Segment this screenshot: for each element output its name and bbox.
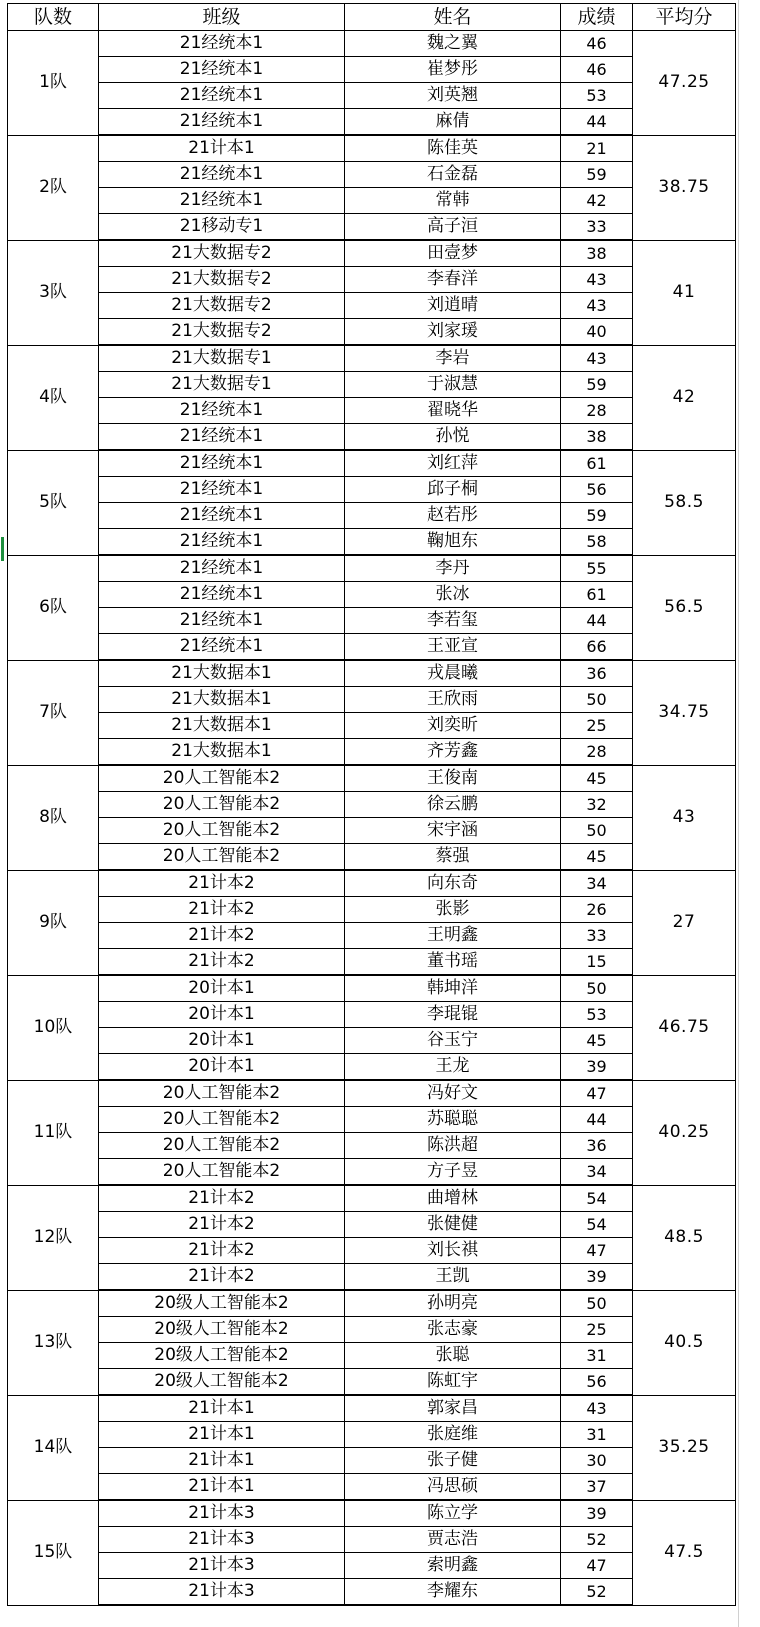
table-body (8, 31, 736, 1606)
header-score[interactable]: 成绩 (561, 4, 633, 31)
class-cell[interactable]: 21经统本1 (99, 450, 345, 477)
score-cell[interactable]: 45 (561, 844, 633, 871)
score-cell[interactable]: 52 (561, 1527, 633, 1553)
score-cell[interactable]: 30 (561, 1448, 633, 1474)
score-cell[interactable]: 55 (561, 555, 633, 582)
name-cell[interactable]: 戎晨曦 (345, 660, 561, 687)
class-cell[interactable]: 20级人工智能本2 (99, 1290, 345, 1317)
table-row (8, 1264, 736, 1291)
class-cell[interactable]: 21计本2 (99, 1264, 345, 1291)
table-row (8, 1054, 736, 1081)
class-cell[interactable]: 21经统本1 (99, 503, 345, 529)
class-cell[interactable]: 21经统本1 (99, 162, 345, 188)
sheet-gridline (738, 0, 739, 1627)
table-row (8, 503, 736, 529)
name-cell[interactable]: 方子昱 (345, 1159, 561, 1186)
name-cell[interactable]: 崔梦彤 (345, 57, 561, 83)
class-cell[interactable]: 20人工智能本2 (99, 792, 345, 818)
table-row (8, 555, 736, 582)
class-cell[interactable]: 21移动专1 (99, 214, 345, 241)
header-class[interactable]: 班级 (99, 4, 345, 31)
score-cell[interactable]: 59 (561, 372, 633, 398)
average-cell[interactable]: 58.5 (633, 450, 736, 555)
header-team[interactable]: 队数 (8, 4, 99, 31)
class-cell[interactable]: 21计本2 (99, 1185, 345, 1212)
name-cell[interactable]: 常韩 (345, 188, 561, 214)
score-cell[interactable]: 28 (561, 739, 633, 766)
team-cell[interactable]: 5队 (8, 450, 99, 555)
average-cell[interactable]: 42 (633, 345, 736, 450)
class-cell[interactable]: 21经统本1 (99, 477, 345, 503)
class-cell[interactable]: 20计本1 (99, 1054, 345, 1081)
class-cell[interactable]: 21计本1 (99, 135, 345, 162)
score-cell[interactable]: 37 (561, 1474, 633, 1501)
name-cell[interactable]: 田壹梦 (345, 240, 561, 267)
name-cell[interactable]: 陈佳英 (345, 135, 561, 162)
class-cell[interactable]: 21经统本1 (99, 608, 345, 634)
score-cell[interactable]: 39 (561, 1264, 633, 1291)
score-cell[interactable]: 53 (561, 1002, 633, 1028)
table-row (8, 1579, 736, 1606)
class-cell[interactable]: 21经统本1 (99, 31, 345, 57)
score-cell[interactable]: 28 (561, 398, 633, 424)
score-cell[interactable]: 43 (561, 1395, 633, 1422)
score-cell[interactable]: 58 (561, 529, 633, 556)
class-cell[interactable]: 21计本1 (99, 1422, 345, 1448)
name-cell[interactable]: 郭家昌 (345, 1395, 561, 1422)
class-cell[interactable]: 21大数据本1 (99, 687, 345, 713)
table-row (8, 345, 736, 372)
table-row (8, 83, 736, 109)
score-cell[interactable]: 43 (561, 267, 633, 293)
score-cell[interactable]: 47 (561, 1080, 633, 1107)
team-cell[interactable]: 4队 (8, 345, 99, 450)
name-cell[interactable]: 刘奕昕 (345, 713, 561, 739)
table-row (8, 870, 736, 897)
class-cell[interactable]: 21大数据专2 (99, 267, 345, 293)
class-cell[interactable]: 21大数据本1 (99, 739, 345, 766)
table-row (8, 1133, 736, 1159)
team-cell[interactable]: 6队 (8, 555, 99, 660)
name-cell[interactable]: 高子洹 (345, 214, 561, 241)
class-cell[interactable]: 21经统本1 (99, 398, 345, 424)
table-row (8, 319, 736, 346)
table-row (8, 608, 736, 634)
class-cell[interactable]: 20计本1 (99, 1028, 345, 1054)
class-cell[interactable]: 21计本3 (99, 1553, 345, 1579)
score-cell[interactable]: 53 (561, 83, 633, 109)
name-cell[interactable]: 王凯 (345, 1264, 561, 1291)
score-cell[interactable]: 38 (561, 424, 633, 451)
score-cell[interactable]: 42 (561, 188, 633, 214)
class-cell[interactable]: 21大数据专1 (99, 345, 345, 372)
team-cell[interactable]: 2队 (8, 135, 99, 240)
score-cell[interactable]: 39 (561, 1500, 633, 1527)
name-cell[interactable]: 谷玉宁 (345, 1028, 561, 1054)
name-cell[interactable]: 于淑慧 (345, 372, 561, 398)
class-cell[interactable]: 21经统本1 (99, 83, 345, 109)
class-cell[interactable]: 20级人工智能本2 (99, 1317, 345, 1343)
score-cell[interactable]: 50 (561, 687, 633, 713)
name-cell[interactable]: 李若玺 (345, 608, 561, 634)
class-cell[interactable]: 21计本2 (99, 923, 345, 949)
class-cell[interactable]: 20人工智能本2 (99, 844, 345, 871)
table-row (8, 529, 736, 556)
name-cell[interactable]: 王明鑫 (345, 923, 561, 949)
name-cell[interactable]: 李丹 (345, 555, 561, 582)
name-cell[interactable]: 宋宇涵 (345, 818, 561, 844)
score-cell[interactable]: 56 (561, 1369, 633, 1396)
name-cell[interactable]: 石金磊 (345, 162, 561, 188)
team-cell[interactable]: 11队 (8, 1080, 99, 1185)
score-cell[interactable]: 59 (561, 162, 633, 188)
class-cell[interactable]: 21大数据专2 (99, 240, 345, 267)
table-row (8, 897, 736, 923)
name-cell[interactable]: 苏聪聪 (345, 1107, 561, 1133)
team-cell[interactable]: 9队 (8, 870, 99, 975)
score-cell[interactable]: 43 (561, 345, 633, 372)
name-cell[interactable]: 李春洋 (345, 267, 561, 293)
team-cell[interactable]: 14队 (8, 1395, 99, 1500)
class-cell[interactable]: 21经统本1 (99, 555, 345, 582)
name-cell[interactable]: 王亚宣 (345, 634, 561, 661)
class-cell[interactable]: 21经统本1 (99, 188, 345, 214)
score-cell[interactable]: 50 (561, 1290, 633, 1317)
name-cell[interactable]: 张影 (345, 897, 561, 923)
table-row (8, 1553, 736, 1579)
name-cell[interactable]: 冯思硕 (345, 1474, 561, 1501)
header-avg[interactable]: 平均分 (633, 4, 736, 31)
table-row (8, 188, 736, 214)
table-row (8, 267, 736, 293)
name-cell[interactable]: 刘长祺 (345, 1238, 561, 1264)
score-cell[interactable]: 33 (561, 214, 633, 241)
average-cell[interactable]: 40.25 (633, 1080, 736, 1185)
average-cell[interactable]: 43 (633, 765, 736, 870)
table-row (8, 660, 736, 687)
class-cell[interactable]: 21大数据本1 (99, 660, 345, 687)
class-cell[interactable]: 21经统本1 (99, 634, 345, 661)
score-cell[interactable]: 45 (561, 765, 633, 792)
score-cell[interactable]: 47 (561, 1238, 633, 1264)
average-cell[interactable]: 35.25 (633, 1395, 736, 1500)
score-cell[interactable]: 40 (561, 319, 633, 346)
table-row (8, 792, 736, 818)
average-cell[interactable]: 34.75 (633, 660, 736, 765)
score-cell[interactable]: 50 (561, 975, 633, 1002)
name-cell[interactable]: 邱子桐 (345, 477, 561, 503)
table-row (8, 1422, 736, 1448)
class-cell[interactable]: 21计本3 (99, 1527, 345, 1553)
class-cell[interactable]: 20计本1 (99, 1002, 345, 1028)
table-row (8, 424, 736, 451)
table-row (8, 293, 736, 319)
class-cell[interactable]: 21计本2 (99, 870, 345, 897)
average-cell[interactable]: 38.75 (633, 135, 736, 240)
score-cell[interactable]: 43 (561, 293, 633, 319)
score-cell[interactable]: 46 (561, 31, 633, 57)
name-cell[interactable]: 魏之翼 (345, 31, 561, 57)
team-cell[interactable]: 12队 (8, 1185, 99, 1290)
table-row (8, 109, 736, 136)
average-cell[interactable]: 56.5 (633, 555, 736, 660)
table-row (8, 57, 736, 83)
name-cell[interactable]: 索明鑫 (345, 1553, 561, 1579)
score-cell[interactable]: 39 (561, 1054, 633, 1081)
table-row (8, 1395, 736, 1422)
score-cell[interactable]: 45 (561, 1028, 633, 1054)
table-row (8, 1185, 736, 1212)
class-cell[interactable]: 20人工智能本2 (99, 1080, 345, 1107)
class-cell[interactable]: 21计本1 (99, 1448, 345, 1474)
table-row (8, 31, 736, 57)
score-cell[interactable]: 59 (561, 503, 633, 529)
score-cell[interactable]: 46 (561, 57, 633, 83)
table-row (8, 135, 736, 162)
name-cell[interactable]: 徐云鹏 (345, 792, 561, 818)
score-cell[interactable]: 36 (561, 660, 633, 687)
average-cell[interactable]: 48.5 (633, 1185, 736, 1290)
class-cell[interactable]: 20人工智能本2 (99, 1133, 345, 1159)
name-cell[interactable]: 蔡强 (345, 844, 561, 871)
score-cell[interactable]: 56 (561, 477, 633, 503)
name-cell[interactable]: 张志豪 (345, 1317, 561, 1343)
class-cell[interactable]: 21计本3 (99, 1579, 345, 1606)
table-row (8, 1212, 736, 1238)
team-cell[interactable]: 13队 (8, 1290, 99, 1395)
average-cell[interactable]: 40.5 (633, 1290, 736, 1395)
table-row (8, 450, 736, 477)
class-cell[interactable]: 21经统本1 (99, 529, 345, 556)
class-cell[interactable]: 20人工智能本2 (99, 1107, 345, 1133)
table-row (8, 975, 736, 1002)
score-cell[interactable]: 15 (561, 949, 633, 976)
class-cell[interactable]: 21大数据专1 (99, 372, 345, 398)
class-cell[interactable]: 21经统本1 (99, 57, 345, 83)
name-cell[interactable]: 李岩 (345, 345, 561, 372)
table-row (8, 1238, 736, 1264)
header-row (8, 4, 736, 31)
table-row (8, 1107, 736, 1133)
class-cell[interactable]: 20人工智能本2 (99, 818, 345, 844)
class-cell[interactable]: 21经统本1 (99, 109, 345, 136)
score-cell[interactable]: 25 (561, 713, 633, 739)
table-row (8, 582, 736, 608)
table-row (8, 1448, 736, 1474)
score-cell[interactable]: 44 (561, 109, 633, 136)
class-cell[interactable]: 21计本1 (99, 1395, 345, 1422)
table-row (8, 1500, 736, 1527)
score-cell[interactable]: 50 (561, 818, 633, 844)
team-cell[interactable]: 1队 (8, 31, 99, 136)
team-cell[interactable]: 3队 (8, 240, 99, 345)
table-row (8, 1028, 736, 1054)
class-cell[interactable]: 20级人工智能本2 (99, 1369, 345, 1396)
average-cell[interactable]: 46.75 (633, 975, 736, 1080)
score-cell[interactable]: 44 (561, 1107, 633, 1133)
name-cell[interactable]: 李耀东 (345, 1579, 561, 1606)
class-cell[interactable]: 21大数据本1 (99, 713, 345, 739)
name-cell[interactable]: 张聪 (345, 1343, 561, 1369)
table-row (8, 1317, 736, 1343)
team-cell[interactable]: 15队 (8, 1500, 99, 1605)
score-cell[interactable]: 47 (561, 1553, 633, 1579)
table-row (8, 1159, 736, 1186)
name-cell[interactable]: 陈虹宇 (345, 1369, 561, 1396)
class-cell[interactable]: 21计本2 (99, 897, 345, 923)
team-cell[interactable]: 10队 (8, 975, 99, 1080)
score-cell[interactable]: 21 (561, 135, 633, 162)
name-cell[interactable]: 孙悦 (345, 424, 561, 451)
name-cell[interactable]: 陈立学 (345, 1500, 561, 1527)
header-name[interactable]: 姓名 (345, 4, 561, 31)
name-cell[interactable]: 麻倩 (345, 109, 561, 136)
active-cell-indicator (1, 537, 4, 561)
name-cell[interactable]: 孙明亮 (345, 1290, 561, 1317)
name-cell[interactable]: 鞠旭东 (345, 529, 561, 556)
name-cell[interactable]: 刘逍晴 (345, 293, 561, 319)
table-row (8, 923, 736, 949)
score-cell[interactable]: 36 (561, 1133, 633, 1159)
score-cell[interactable]: 61 (561, 582, 633, 608)
table-row (8, 372, 736, 398)
name-cell[interactable]: 冯好文 (345, 1080, 561, 1107)
average-cell[interactable]: 47.25 (633, 31, 736, 136)
name-cell[interactable]: 刘红萍 (345, 450, 561, 477)
score-cell[interactable]: 31 (561, 1422, 633, 1448)
average-cell[interactable]: 41 (633, 240, 736, 345)
name-cell[interactable]: 贾志浩 (345, 1527, 561, 1553)
name-cell[interactable]: 王俊南 (345, 765, 561, 792)
class-cell[interactable]: 20计本1 (99, 975, 345, 1002)
score-cell[interactable]: 44 (561, 608, 633, 634)
table-row (8, 1080, 736, 1107)
table-row (8, 765, 736, 792)
table-row (8, 1290, 736, 1317)
name-cell[interactable]: 王龙 (345, 1054, 561, 1081)
class-cell[interactable]: 21大数据专2 (99, 319, 345, 346)
name-cell[interactable]: 李琨锟 (345, 1002, 561, 1028)
score-table (7, 3, 736, 1606)
score-cell[interactable]: 54 (561, 1212, 633, 1238)
score-cell[interactable]: 38 (561, 240, 633, 267)
table-row (8, 713, 736, 739)
average-cell[interactable]: 27 (633, 870, 736, 975)
class-cell[interactable]: 21计本2 (99, 1238, 345, 1264)
score-cell[interactable]: 25 (561, 1317, 633, 1343)
table-row (8, 634, 736, 661)
name-cell[interactable]: 张冰 (345, 582, 561, 608)
table-row (8, 398, 736, 424)
class-cell[interactable]: 21经统本1 (99, 582, 345, 608)
class-cell[interactable]: 21计本1 (99, 1474, 345, 1501)
score-cell[interactable]: 34 (561, 870, 633, 897)
average-cell[interactable]: 47.5 (633, 1500, 736, 1605)
name-cell[interactable]: 齐芳鑫 (345, 739, 561, 766)
table-row (8, 477, 736, 503)
name-cell[interactable]: 陈洪超 (345, 1133, 561, 1159)
class-cell[interactable]: 21大数据专2 (99, 293, 345, 319)
name-cell[interactable]: 赵若彤 (345, 503, 561, 529)
table-row (8, 1343, 736, 1369)
name-cell[interactable]: 向东奇 (345, 870, 561, 897)
table-row (8, 844, 736, 871)
table-row (8, 1527, 736, 1553)
name-cell[interactable]: 刘家瑗 (345, 319, 561, 346)
table-row (8, 240, 736, 267)
class-cell[interactable]: 21计本3 (99, 1500, 345, 1527)
table-row (8, 1002, 736, 1028)
score-cell[interactable]: 61 (561, 450, 633, 477)
name-cell[interactable]: 曲增林 (345, 1185, 561, 1212)
name-cell[interactable]: 董书瑶 (345, 949, 561, 976)
class-cell[interactable]: 21经统本1 (99, 424, 345, 451)
table-row (8, 949, 736, 976)
table-row (8, 214, 736, 241)
class-cell[interactable]: 20人工智能本2 (99, 765, 345, 792)
table-row (8, 818, 736, 844)
score-cell[interactable]: 52 (561, 1579, 633, 1606)
team-cell[interactable]: 7队 (8, 660, 99, 765)
class-cell[interactable]: 20级人工智能本2 (99, 1343, 345, 1369)
score-cell[interactable]: 66 (561, 634, 633, 661)
score-cell[interactable]: 54 (561, 1185, 633, 1212)
class-cell[interactable]: 21计本2 (99, 949, 345, 976)
score-cell[interactable]: 31 (561, 1343, 633, 1369)
class-cell[interactable]: 21计本2 (99, 1212, 345, 1238)
team-cell[interactable]: 8队 (8, 765, 99, 870)
table-row (8, 162, 736, 188)
name-cell[interactable]: 翟晓华 (345, 398, 561, 424)
class-cell[interactable]: 20人工智能本2 (99, 1159, 345, 1186)
table-row (8, 1474, 736, 1501)
name-cell[interactable]: 张健健 (345, 1212, 561, 1238)
table-row (8, 739, 736, 766)
table-row (8, 687, 736, 713)
name-cell[interactable]: 张庭维 (345, 1422, 561, 1448)
score-cell[interactable]: 32 (561, 792, 633, 818)
name-cell[interactable]: 刘英翘 (345, 83, 561, 109)
name-cell[interactable]: 张子健 (345, 1448, 561, 1474)
name-cell[interactable]: 王欣雨 (345, 687, 561, 713)
table-row (8, 1369, 736, 1396)
name-cell[interactable]: 韩坤洋 (345, 975, 561, 1002)
score-cell[interactable]: 34 (561, 1159, 633, 1186)
score-cell[interactable]: 33 (561, 923, 633, 949)
score-cell[interactable]: 26 (561, 897, 633, 923)
